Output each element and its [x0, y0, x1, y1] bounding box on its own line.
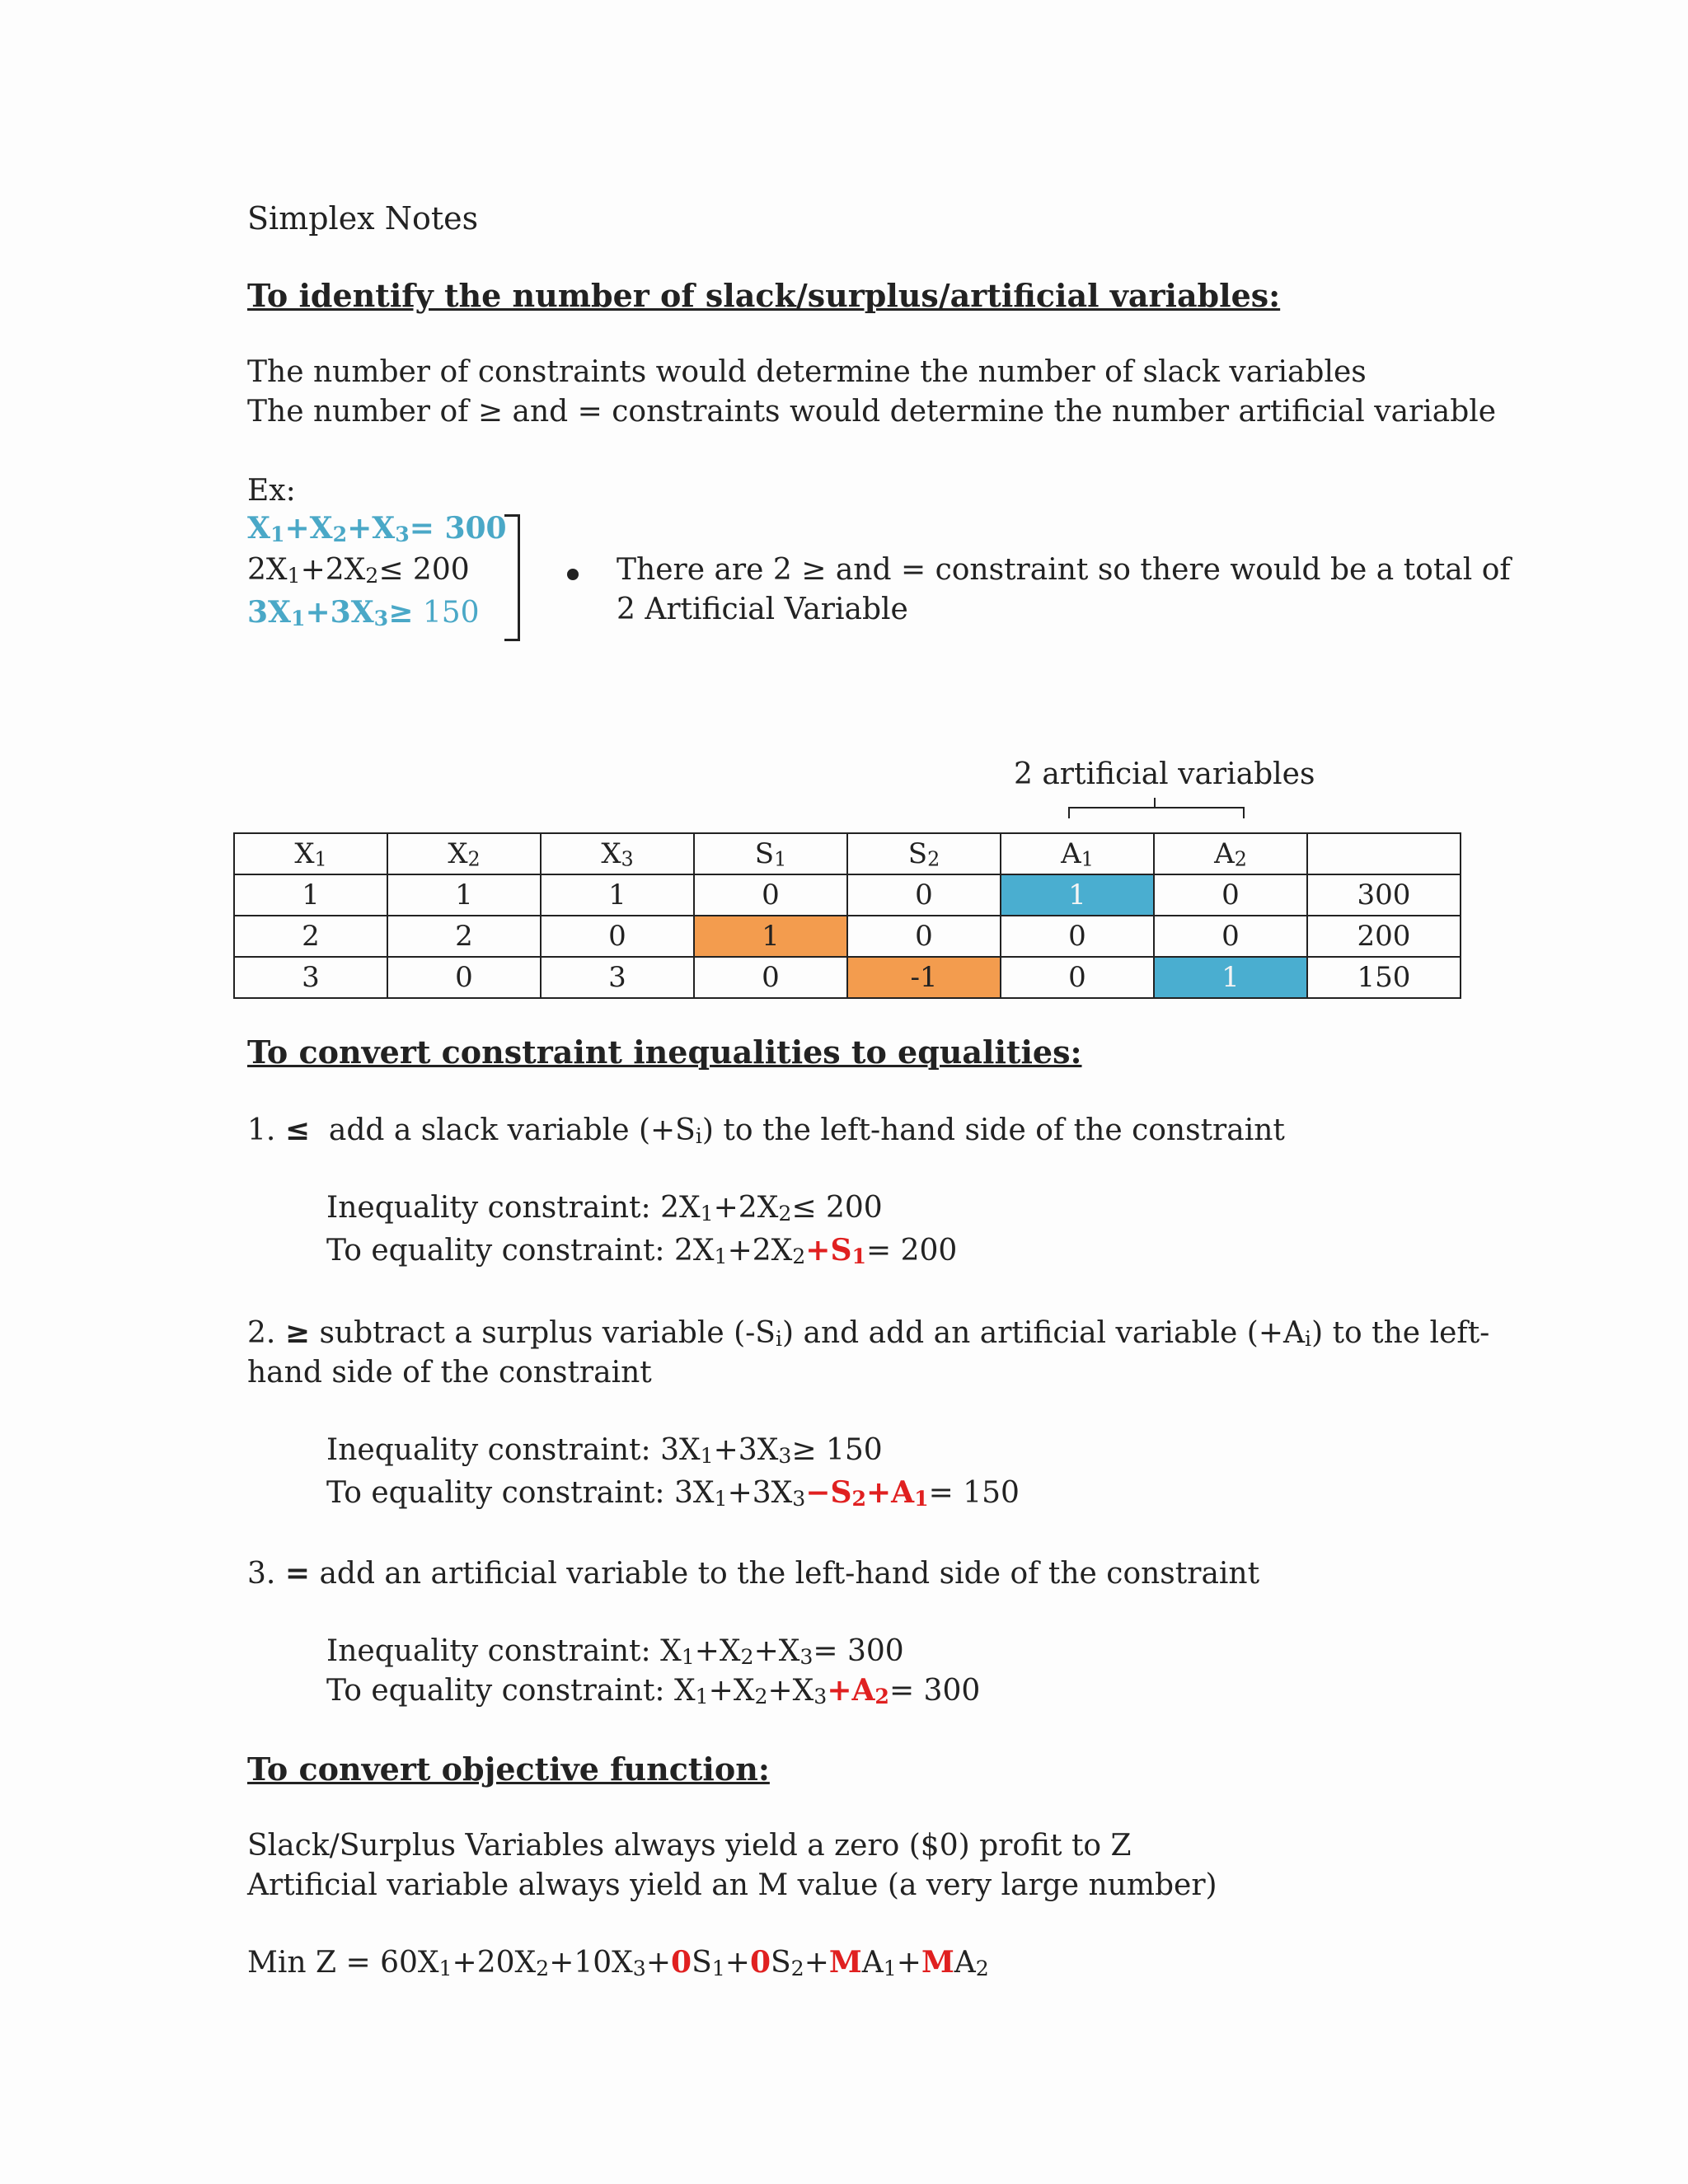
table-cell: 2: [234, 916, 387, 957]
example-constraint-2: $2X_1+2X_2\le 200$: [247, 553, 470, 588]
table-header-cell: [1307, 833, 1461, 874]
annotation-brace: [1068, 807, 1245, 818]
rule-line-artificial: The number of ≥ and = constraints would determine the number artificial variable: [247, 395, 1497, 429]
artificial-variables-annotation: 2 artificial variables: [1014, 757, 1315, 791]
table-header-cell: $X_3$: [541, 833, 694, 874]
annotation-brace-tip: [1154, 798, 1156, 808]
table-cell: 1: [234, 874, 387, 916]
section-heading-convert-constraints: To convert constraint inequalities to equalities:: [247, 1033, 1082, 1071]
table-cell: 0: [847, 916, 1001, 957]
table-cell: 0: [694, 874, 847, 916]
table-cell: 2: [387, 916, 541, 957]
rule-item-1: 1. ≤ add a slack variable $(+S_i)$ to the left-hand side of the constraint: [247, 1113, 1285, 1148]
table-header-cell: $S_2$: [847, 833, 1001, 874]
rule-item-2-line1: 2. ≥ subtract a surplus variable $(-S_i)$ and add an artificial variable $(+A_i)$ to the left-: [247, 1315, 1490, 1351]
table-cell: 0: [387, 957, 541, 998]
section-heading-objective: To convert objective function:: [247, 1750, 770, 1788]
table-header-row: [234, 833, 1461, 874]
example-1-inequality: Inequality constraint: $2X_1+2X_2\le 200$: [326, 1191, 883, 1226]
bullet-text-line1: There are 2 ≥ and = constraint so there would be a total of: [617, 553, 1511, 587]
example-label: Ex:: [247, 474, 296, 508]
table-cell: 300: [1307, 874, 1461, 916]
bullet-text-line2: 2 Artificial Variable: [617, 593, 908, 626]
table-row: [234, 916, 1461, 957]
rule-item-3: 3. = add an artificial variable to the left-hand side of the constraint: [247, 1556, 1260, 1591]
objective-function: Min $Z = 60X_1+20X_2+10X_3+0S_1+0S_2+MA_1+MA_2$: [247, 1945, 989, 1980]
table-cell-highlight-s2: -1: [847, 957, 1001, 998]
example-constraint-3: $3X_1+3X_3\ge 150$: [247, 595, 480, 630]
table-header-cell: $S_1$: [694, 833, 847, 874]
table-cell: 0: [1001, 916, 1154, 957]
section-heading-identify: To identify the number of slack/surplus/artificial variables:: [247, 277, 1281, 314]
table-cell-highlight-a1: 1: [1001, 874, 1154, 916]
table-cell: 0: [1154, 874, 1307, 916]
table-cell: 0: [541, 916, 694, 957]
table-cell: 150: [1307, 957, 1461, 998]
example-constraint-1: $X_1+X_2+X_3= 300$: [247, 511, 507, 546]
rule-line-slack: The number of constraints would determine the number of slack variables: [247, 355, 1367, 389]
table-row: [234, 874, 1461, 916]
example-1-equality: To equality constraint: $2X_1+2X_2+S_1= 200$: [326, 1233, 958, 1268]
objective-rule-slack: Slack/Surplus Variables always yield a zero ($0) profit to Z: [247, 1829, 1132, 1863]
constraint-bracket: [504, 514, 520, 641]
example-3-equality: To equality constraint: $X_1+X_2+X_3+A_2= 300$: [326, 1673, 981, 1708]
simplex-table: [233, 832, 1461, 999]
table-header-cell: $A_1$: [1001, 833, 1154, 874]
table-cell-highlight-a2: 1: [1154, 957, 1307, 998]
example-2-inequality: Inequality constraint: $3X_1+3X_3\ge 150$: [326, 1433, 883, 1468]
example-3-inequality: Inequality constraint: $X_1+X_2+X_3= 300$: [326, 1634, 904, 1669]
table-header-cell: $X_2$: [387, 833, 541, 874]
table-cell: 3: [234, 957, 387, 998]
bullet-icon: [567, 569, 579, 580]
table-header-cell: $X_1$: [234, 833, 387, 874]
table-row: [234, 957, 1461, 998]
table-cell: 0: [847, 874, 1001, 916]
table-cell-highlight-s1: 1: [694, 916, 847, 957]
table-cell: 3: [541, 957, 694, 998]
table-cell: 0: [1154, 916, 1307, 957]
table-cell: 0: [1001, 957, 1154, 998]
table-cell: 1: [387, 874, 541, 916]
objective-rule-artificial: Artificial variable always yield an M value (a very large number): [247, 1868, 1217, 1902]
table-cell: 200: [1307, 916, 1461, 957]
table-header-cell: $A_2$: [1154, 833, 1307, 874]
table-cell: 1: [541, 874, 694, 916]
rule-item-2-line2: hand side of the constraint: [247, 1356, 652, 1390]
example-2-equality: To equality constraint: $3X_1+3X_3-S_2+A_1= 150$: [326, 1475, 1020, 1511]
table-cell: 0: [694, 957, 847, 998]
page-title: Simplex Notes: [247, 200, 479, 237]
